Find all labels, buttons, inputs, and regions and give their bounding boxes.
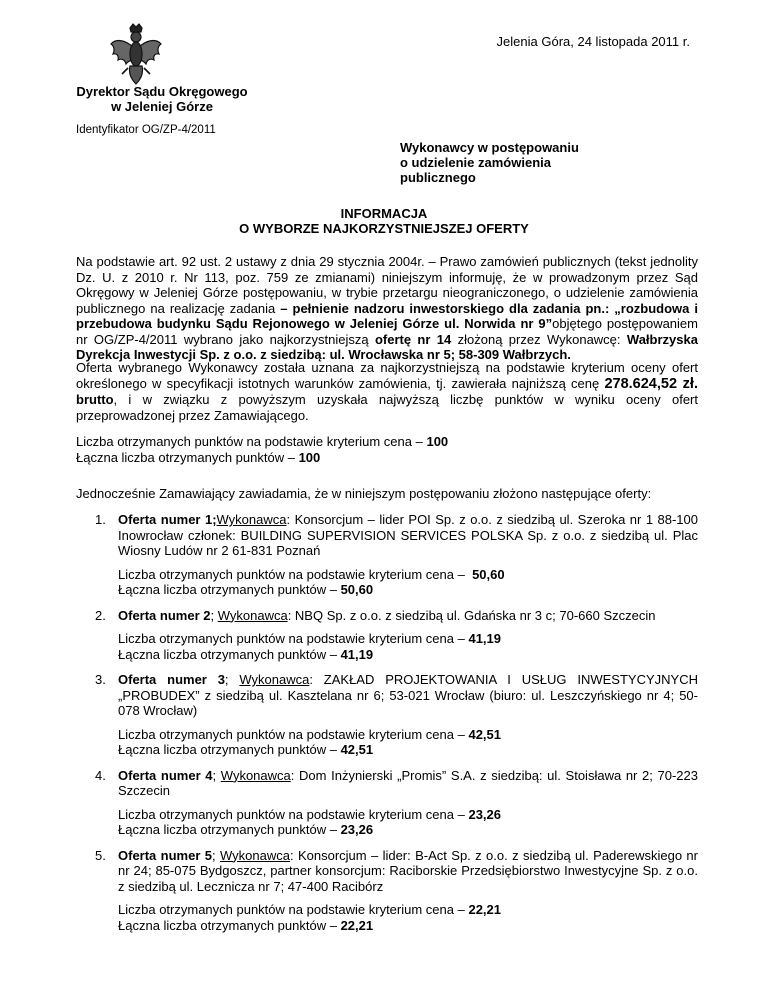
issuer-line-1: Dyrektor Sądu Okręgowego — [76, 84, 248, 99]
intro-text-2: objętego postępowaniem nr OG/ZP-4/2011 wybrano jako najkorzystniejszą — [76, 316, 698, 347]
offer-price-points — [118, 631, 698, 647]
offer-wykonawca-label: Wykonawca — [216, 512, 287, 527]
offer-title: Oferta numer 3 — [118, 672, 225, 687]
issuer-line-2: w Jeleniej Górze — [111, 99, 213, 114]
offer-price-points — [118, 727, 698, 743]
offer-number: 5. — [95, 847, 106, 863]
offers-intro: Jednocześnie Zamawiający zawiadamia, że w niniejszym postępowaniu złożono następujące oferty: — [76, 486, 652, 501]
reason-text-2: , i w związku z powyższym uzyskała najwyższą liczbę punktów w wyniku oceny ofert przeprowadzonej przez Zamawiającego. — [76, 392, 698, 423]
offer-points — [118, 567, 698, 598]
points-value: 22,21 — [468, 902, 502, 917]
offer-title: Oferta numer 1 — [118, 512, 213, 527]
offer-total-points — [118, 822, 698, 838]
points-value: 50,60 — [340, 582, 374, 597]
offer-separator: ; — [212, 767, 221, 783]
points-label: Łączna liczba otrzymanych punktów – — [76, 449, 295, 465]
intro-winner: Wałbrzyska Dyrekcja Inwestycji Sp. z o.o. z siedzibą: ul. Wrocławska nr 5; 58-309 Wałbrzych. — [76, 331, 698, 362]
identifier: Identyfikator OG/ZP-4/2011 — [76, 124, 216, 136]
reason-price: 278.624,52 zł. — [604, 375, 698, 392]
place-date: Jelenia Góra, 24 listopada 2011 r. — [496, 34, 690, 49]
points-label: Liczba otrzymanych punktów na podstawie kryterium cena – — [118, 631, 465, 646]
offer-price-points — [118, 807, 698, 823]
issuer-block — [62, 84, 262, 114]
offer-title: Oferta numer 2 — [118, 607, 211, 623]
offer-description: : NBQ Sp. z o.o. z siedzibą ul. Gdańska nr 3 c; 70-660 Szczecin — [287, 607, 656, 623]
points-value: 42,51 — [468, 726, 502, 742]
offer-wykonawca-label: Wykonawca — [217, 607, 288, 623]
reason-brutto: brutto — [76, 392, 114, 407]
recipient-line-1: Wykonawcy w postępowaniu — [400, 140, 579, 155]
points-value: 100 — [298, 449, 321, 465]
polish-eagle-icon — [108, 22, 164, 86]
points-label: Liczba otrzymanych punktów na podstawie kryterium cena – — [118, 566, 465, 582]
points-label: Łączna liczba otrzymanych punktów – — [118, 646, 337, 662]
offers-list — [76, 512, 698, 943]
points-label: Liczba otrzymanych punktów na podstawie kryterium cena – — [76, 434, 423, 449]
offer-description: : Konsorcjum – lider: B-Act Sp. z o.o. z siedzibą ul. Paderewskiego nr nr 24; 85-075 Bydgoszcz, partner konsorcjum: Raciborskie Przedsiębiorstwo Inwestycyjne Sp. z o.o. z siedzibą ul. Lecznicza nr 7; 47-400 Racibórz — [118, 847, 698, 894]
offer-separator: ; — [212, 847, 220, 863]
offer-total-points — [118, 582, 698, 598]
list-item — [76, 768, 698, 838]
intro-task-name: – pełnienie nadzoru inwestorskiego dla zadania pn.: „rozbudowa i przebudowa budynku Sądu Rejonowego w Jeleniej Górze ul. Norwida nr 9” — [76, 300, 698, 331]
offer-separator: ; — [210, 607, 218, 623]
title-line-2: O WYBORZE NAJKORZYSTNIEJSZEJ OFERTY — [239, 221, 529, 236]
intro-paragraph — [76, 254, 698, 363]
offer-separator: ; — [212, 512, 217, 527]
offer-number: 3. — [95, 672, 106, 687]
recipient-line-2: o udzielenie zamówienia — [400, 155, 551, 170]
offer-separator: ; — [224, 672, 240, 687]
winner-points — [76, 434, 698, 465]
list-item — [76, 848, 698, 934]
offer-wykonawca-label: Wykonawca — [220, 847, 290, 863]
points-value: 42,51 — [340, 742, 374, 757]
points-label: Liczba otrzymanych punktów na podstawie kryterium cena – — [118, 726, 465, 742]
offer-description: : Konsorcjum – lider POI Sp. z o.o. z siedzibą ul. Szeroka nr 1 88-100 Inowrocław członek: BUILDING SUPERVISION SERVICES POLSKA Sp. z o.o. z siedzibą ul. Plac Wiosny Ludów nr 2 61-831 Poznań — [118, 512, 698, 558]
winner-price-points — [76, 434, 698, 450]
offer-description: : ZAKŁAD PROJEKTOWANIA I USŁUG INWESTYCYJNYCH „PROBUDEX” z siedzibą ul. Kasztelana nr 6; 53-021 Wrocław (biuro: ul. Leszczyńskiego nr 4; 50-078 Wrocław) — [118, 672, 698, 718]
offer-points — [118, 807, 698, 838]
offer-points — [118, 727, 698, 758]
offer-wykonawca-label: Wykonawca — [220, 767, 291, 783]
offer-description: : Dom Inżynierski „Promis” S.A. z siedzibą: ul. Stoisława nr 2; 70-223 Szczecin — [118, 767, 698, 798]
list-item — [76, 608, 698, 663]
points-value: 23,26 — [340, 822, 374, 837]
offer-number: 4. — [95, 767, 106, 783]
points-value: 22,21 — [340, 917, 374, 933]
points-label: Łączna liczba otrzymanych punktów – — [118, 582, 337, 597]
offer-title: Oferta numer 4 — [118, 767, 213, 783]
offer-title: Oferta numer 5 — [118, 847, 212, 863]
points-value: 23,26 — [468, 806, 502, 822]
offer-number: 2. — [95, 607, 106, 623]
offer-number: 1. — [95, 512, 106, 527]
offer-points — [118, 902, 698, 933]
list-item — [76, 672, 698, 758]
points-value: 50,60 — [472, 566, 505, 582]
recipient-line-3: publicznego — [400, 170, 476, 185]
points-label: Łączna liczba otrzymanych punktów – — [118, 917, 337, 933]
intro-text-1: Na podstawie art. 92 ust. 2 ustawy z dnia 29 stycznia 2004r. – Prawo zamówień publicznych (tekst jednolity Dz. U. z 2010 r. Nr 113, poz. 759 ze zmianami) niniejszym informuję, że w prowadzonym przez Sąd Okręgowy w Jeleniej Górze postępowaniu, w trybie przetargu nieograniczonego, o udzielenie zamówienia publicznego na realizację zadania — [76, 254, 698, 316]
points-value: 41,19 — [468, 631, 502, 646]
reason-paragraph — [76, 360, 698, 423]
points-value: 100 — [426, 434, 449, 449]
intro-offer-number: ofertę nr 14 — [374, 331, 452, 347]
points-label: Łączna liczba otrzymanych punktów – — [118, 742, 337, 757]
offer-price-points — [118, 567, 698, 583]
intro-text-3: złożoną przez Wykonawcę: — [457, 331, 621, 347]
offer-total-points — [118, 918, 698, 934]
offer-wykonawca-label: Wykonawca — [239, 672, 310, 687]
winner-total-points — [76, 450, 698, 466]
recipient-block — [400, 140, 600, 185]
points-label: Łączna liczba otrzymanych punktów – — [118, 822, 337, 837]
points-label: Liczba otrzymanych punktów na podstawie kryterium cena – — [118, 902, 465, 917]
reason-text-1: Oferta wybranego Wykonawcy została uznana za najkorzystniejszą na podstawie kryterium oceny ofert określonego w specyfikacji istotnych warunków zamówienia, tj. zawierała najniższą cenę — [76, 360, 698, 391]
points-value: 41,19 — [340, 646, 374, 662]
list-item — [76, 512, 698, 598]
points-label: Liczba otrzymanych punktów na podstawie kryterium cena – — [118, 806, 465, 822]
offer-total-points — [118, 647, 698, 663]
offer-total-points — [118, 742, 698, 758]
offer-points — [118, 631, 698, 662]
document-title — [0, 206, 768, 236]
title-line-1: INFORMACJA — [340, 206, 428, 221]
offer-price-points — [118, 902, 698, 918]
